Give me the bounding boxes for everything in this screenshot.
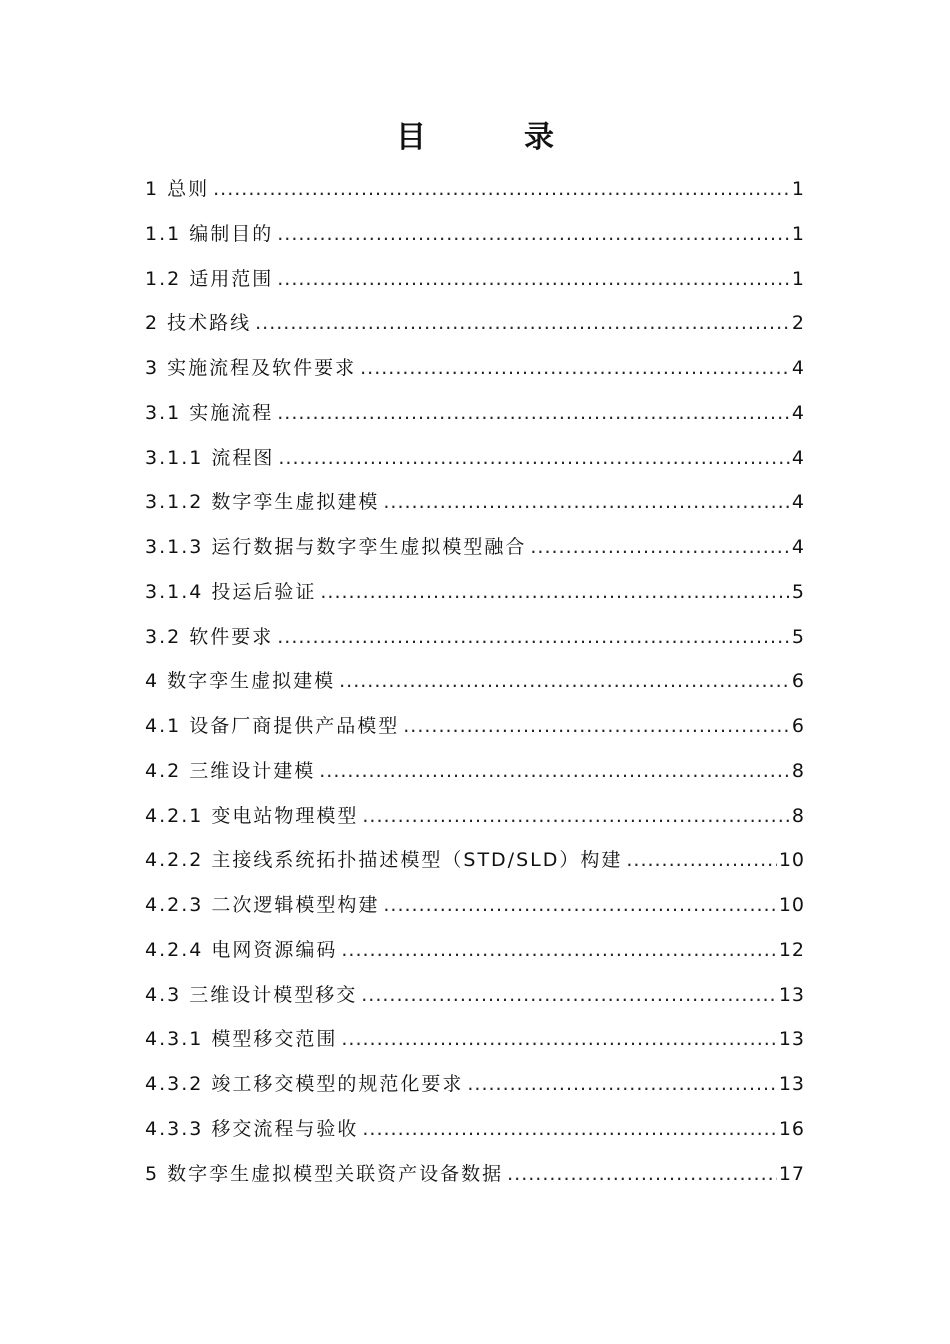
toc-entry-page-number: 4: [791, 536, 805, 558]
toc-entry-page-number: 5: [791, 580, 805, 603]
toc-entry[interactable]: [145, 1020, 805, 1065]
toc-entry[interactable]: [145, 170, 805, 215]
toc-entry[interactable]: [145, 573, 805, 618]
toc-entry-label: 4.1 设备厂商提供产品模型: [145, 715, 400, 737]
toc-entry[interactable]: [145, 662, 805, 707]
toc-dot-leader: [362, 1110, 776, 1148]
toc-dot-leader: [320, 573, 790, 611]
toc-entry-page-number: 17: [778, 1162, 805, 1185]
toc-entry-label: 4 数字孪生虚拟建模: [145, 670, 336, 693]
toc-entry-label: 5 数字孪生虚拟模型关联资产设备数据: [145, 1162, 504, 1185]
toc-dot-leader: [360, 349, 790, 387]
toc-entry[interactable]: [145, 841, 805, 886]
toc-dot-leader: [507, 1155, 777, 1193]
toc-dot-leader: [277, 215, 790, 253]
toc-entry-label: 1.1 编制目的: [145, 222, 274, 245]
toc-entry-page-number: 16: [778, 1117, 805, 1140]
toc-entry-page-number: 1: [791, 178, 805, 200]
toc-entry-page-number: 8: [791, 804, 805, 827]
toc-dot-leader: [255, 304, 790, 342]
toc-entry[interactable]: [145, 752, 805, 797]
toc-dot-leader: [319, 752, 790, 790]
toc-entry-label: 1 总则: [145, 178, 210, 200]
toc-entry-page-number: 12: [778, 938, 805, 961]
toc-entry-page-number: 13: [778, 983, 805, 1006]
toc-entry-page-number: 2: [791, 312, 805, 335]
toc-entry-label: 3.1.2 数字孪生虚拟建模: [145, 491, 380, 514]
toc-entry-label: 3.1.3 运行数据与数字孪生虚拟模型融合: [145, 536, 527, 558]
toc-dot-leader: [277, 260, 790, 298]
toc-dot-leader: [341, 1020, 776, 1058]
toc-entry-page-number: 10: [778, 894, 805, 916]
toc-entry[interactable]: [145, 260, 805, 305]
toc-entry-label: 3.1 实施流程: [145, 401, 274, 424]
toc-entry[interactable]: [145, 304, 805, 349]
toc-entry[interactable]: [145, 349, 805, 394]
toc-entry-label: 4.2.4 电网资源编码: [145, 938, 338, 961]
toc-entry-label: 4.2 三维设计建模: [145, 759, 316, 782]
toc-entry-page-number: 10: [778, 849, 805, 872]
toc-dot-leader: [362, 797, 790, 835]
toc-entry-page-number: 4: [791, 401, 805, 424]
toc-entry-label: 3.1.4 投运后验证: [145, 580, 317, 603]
toc-dot-leader: [361, 976, 777, 1014]
toc-entry[interactable]: [145, 707, 805, 752]
toc-dot-leader: [383, 483, 790, 521]
toc-entry-page-number: 13: [778, 1028, 805, 1051]
toc-entry-page-number: 5: [791, 625, 805, 648]
toc-entry-page-number: 4: [791, 491, 805, 514]
toc-entry-label: 4.3 三维设计模型移交: [145, 983, 358, 1006]
toc-entry-page-number: 1: [791, 267, 805, 290]
toc-entry[interactable]: [145, 931, 805, 976]
toc-dot-leader: [213, 170, 790, 208]
toc-entry-label: 4.3.1 模型移交范围: [145, 1028, 338, 1051]
toc-entry[interactable]: [145, 1065, 805, 1110]
toc-dot-leader: [277, 394, 790, 432]
toc-entry-page-number: 1: [791, 222, 805, 245]
toc-entry-label: 1.2 适用范围: [145, 267, 274, 290]
toc-entry-label: 4.3.2 竣工移交模型的规范化要求: [145, 1073, 464, 1095]
toc-dot-leader: [277, 618, 790, 656]
toc-dot-leader: [467, 1065, 776, 1103]
toc-dot-leader: [339, 662, 790, 700]
toc-entry[interactable]: [145, 215, 805, 260]
toc-entry[interactable]: [145, 483, 805, 528]
toc-entry-page-number: 6: [791, 715, 805, 737]
toc-entry[interactable]: [145, 439, 805, 484]
toc-entry-label: 3.2 软件要求: [145, 625, 274, 648]
toc-entry-label: 2 技术路线: [145, 312, 252, 335]
toc-dot-leader: [341, 931, 776, 969]
toc-dot-leader: [278, 439, 790, 477]
toc-entry-page-number: 8: [791, 759, 805, 782]
toc-entry[interactable]: [145, 618, 805, 663]
toc-entry-label: 4.3.3 移交流程与验收: [145, 1117, 359, 1140]
toc-dot-leader: [383, 886, 776, 924]
toc-entry-page-number: 13: [778, 1073, 805, 1095]
toc-entry-page-number: 4: [791, 357, 805, 379]
toc-entry[interactable]: [145, 797, 805, 842]
toc-entry[interactable]: [145, 976, 805, 1021]
toc-title: 目 录: [396, 120, 588, 155]
toc-entry[interactable]: [145, 1155, 805, 1200]
toc-entry[interactable]: [145, 394, 805, 439]
toc-dot-leader: [530, 528, 790, 566]
toc-entry-label: 3 实施流程及软件要求: [145, 357, 357, 379]
toc-dot-leader: [626, 841, 776, 879]
toc-dot-leader: [403, 707, 790, 745]
toc-entry-label: 3.1.1 流程图: [145, 446, 275, 469]
toc-entry[interactable]: [145, 1110, 805, 1155]
toc-entry-page-number: 4: [791, 446, 805, 469]
toc-entry[interactable]: [145, 886, 805, 931]
toc-entry-label: 4.2.3 二次逻辑模型构建: [145, 894, 380, 916]
toc-list: [145, 170, 805, 1199]
toc-entry-label: 4.2.1 变电站物理模型: [145, 804, 359, 827]
toc-entry[interactable]: [145, 528, 805, 573]
toc-entry-label: 4.2.2 主接线系统拓扑描述模型（STD/SLD）构建: [145, 849, 623, 872]
toc-entry-page-number: 6: [791, 670, 805, 693]
